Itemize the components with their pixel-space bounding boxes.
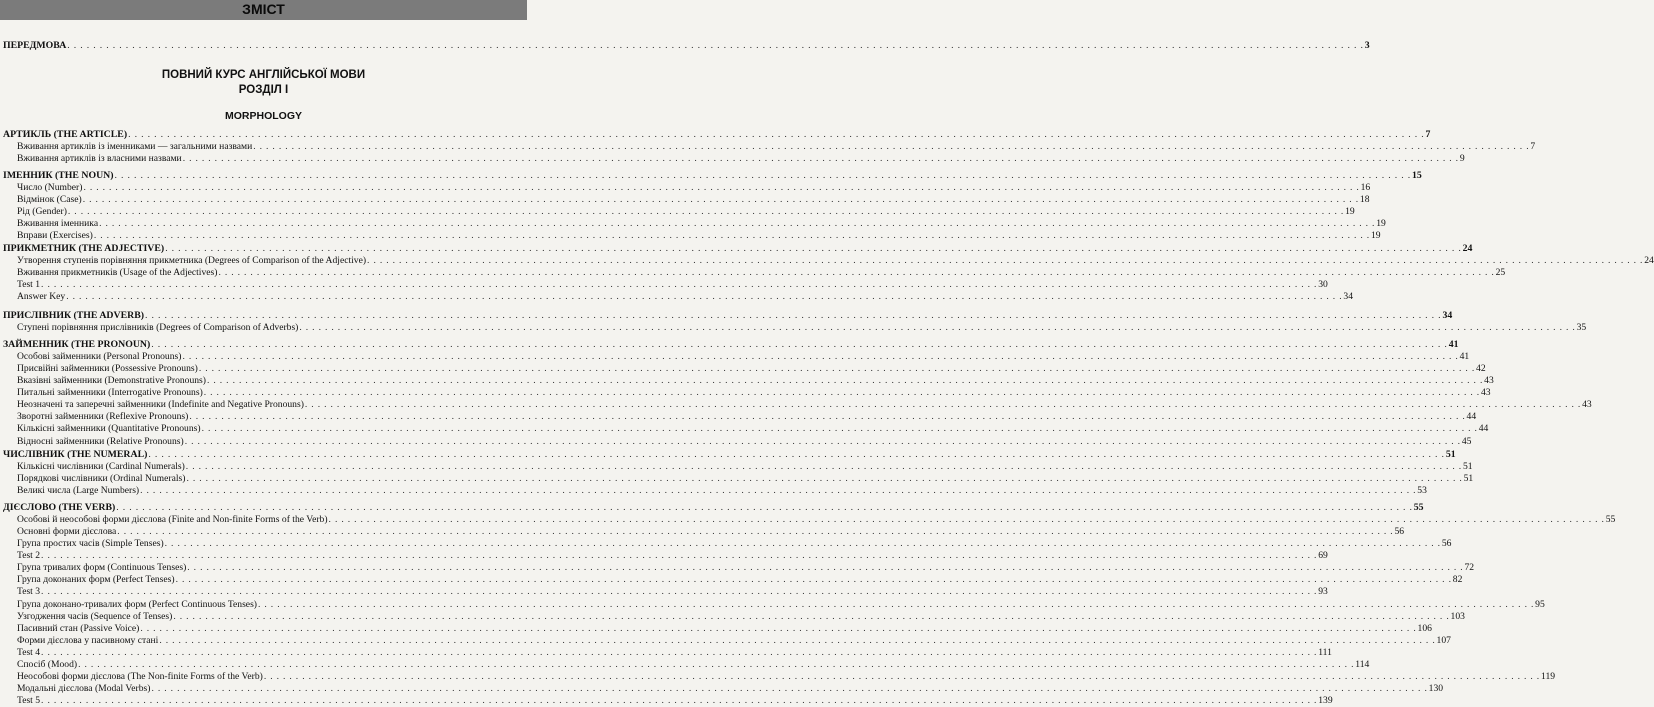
toc-entry-page: 34 — [1442, 310, 1453, 321]
toc-entry-page: 43 — [1484, 375, 1494, 387]
toc-entry-label: Test 2 — [17, 550, 41, 562]
toc-entry-label: Основні форми дієслова — [17, 526, 117, 538]
toc-entry-page: 42 — [1476, 363, 1486, 375]
toc-entry-page: 19 — [1376, 218, 1386, 230]
toc-entry-label: Модальні дієслова (Modal Verbs) — [17, 682, 151, 694]
toc-entry-page: 18 — [1359, 194, 1370, 206]
course-title: ПОВНИЙ КУРС АНГЛІЙСЬКОЇ МОВИ — [161, 69, 366, 81]
dot-leader: . . . . . . . . . . . . . . . . . . . . . . . . . . . . . . . . . . . . . . . . . . . . . . . . . . . . . . . . . . . . . . . . . . . . . . . . . . . . . . . . . . . . . . . . . . . . . . . . . . . . . . . . . . . . . . . . . . . . . . . . . . . . . . . . . . . . . . . . . . . . . . . . . . . . . . . . . . . . . . . . . . . . . . . . . . . . . . . . . . . . . . . . . . . . . . . . . . . . . . . . — [117, 526, 1394, 538]
toc-section-entry — [17, 363, 1486, 375]
toc-entry-page: 15 — [1411, 170, 1422, 181]
toc-section-entry — [17, 423, 1489, 435]
dot-leader: . . . . . . . . . . . . . . . . . . . . . . . . . . . . . . . . . . . . . . . . . . . . . . . . . . . . . . . . . . . . . . . . . . . . . . . . . . . . . . . . . . . . . . . . . . . . . . . . . . . . . . . . . . . . . . . . . . . . . . . . . . . . . . . . . . . . . . . . . . . . . . . . . . . . . . . . . . . . . . . . . . . . . . . . . . . . . . . . . . . . . . . . . . . . . . . . . . . . . . . . — [198, 363, 1476, 375]
toc-chapter-entry — [3, 170, 1422, 182]
toc-section-entry — [17, 194, 1370, 206]
dot-leader: . . . . . . . . . . . . . . . . . . . . . . . . . . . . . . . . . . . . . . . . . . . . . . . . . . . . . . . . . . . . . . . . . . . . . . . . . . . . . . . . . . . . . . . . . . . . . . . . . . . . . . . . . . . . . . . . . . . . . . . . . . . . . . . . . . . . . . . . . . . . . . . . . . . . . . . . . . . . . . . . . . . . . . . . . . . . . . . . . . . . . . . . . . . . . . . . . . . . . . . . — [114, 170, 1411, 181]
toc-entry-label: Група тривалих форм (Continuous Tenses) — [17, 562, 187, 574]
toc-entry-label: Рід (Gender) — [17, 206, 67, 218]
toc-entry-label: Зворотні займенники (Reflexive Pronouns) — [17, 411, 189, 423]
dot-leader: . . . . . . . . . . . . . . . . . . . . . . . . . . . . . . . . . . . . . . . . . . . . . . . . . . . . . . . . . . . . . . . . . . . . . . . . . . . . . . . . . . . . . . . . . . . . . . . . . . . . . . . . . . . . . . . . . . . . . . . . . . . . . . . . . . . . . . . . . . . . . . . . . . . . . . . . . . . . . . . . . . . . . . . . . . . . . . . . . . . . . . . . . . . . . . . . . . . . . . . . — [145, 310, 1442, 321]
toc-entry-page: 53 — [1417, 485, 1427, 497]
toc-section-entry — [17, 399, 1592, 411]
toc-entry-label: Великі числа (Large Numbers) — [17, 485, 140, 497]
toc-entry-page: 119 — [1541, 670, 1556, 682]
toc-section-entry — [17, 622, 1432, 635]
toc-section-entry — [17, 670, 1556, 683]
toc-section-entry — [17, 695, 1333, 707]
toc-entry-page: 95 — [1535, 598, 1545, 610]
toc-section-entry — [17, 387, 1491, 399]
toc-entry-page: 34 — [1343, 291, 1353, 303]
toc-section-entry — [17, 206, 1355, 218]
dot-leader: . . . . . . . . . . . . . . . . . . . . . . . . . . . . . . . . . . . . . . . . . . . . . . . . . . . . . . . . . . . . . . . . . . . . . . . . . . . . . . . . . . . . . . . . . . . . . . . . . . . . . . . . . . . . . . . . . . . . . . . . . . . . . . . . . . . . . . . . . . . . . . . . . . . . . . . . . . . . . . . . . . . . . . . . . . . . . . . . . . . . . . . . . . . . . . . . . . . . . . . . — [203, 387, 1480, 399]
dot-leader: . . . . . . . . . . . . . . . . . . . . . . . . . . . . . . . . . . . . . . . . . . . . . . . . . . . . . . . . . . . . . . . . . . . . . . . . . . . . . . . . . . . . . . . . . . . . . . . . . . . . . . . . . . . . . . . . . . . . . . . . . . . . . . . . . . . . . . . . . . . . . . . . . . . . . . . . . . . . . . . . . . . . . . . . . . . . . . . . . . . . . . . . . . . . . . . . . . . . . . . . — [82, 194, 1359, 206]
dot-leader: . . . . . . . . . . . . . . . . . . . . . . . . . . . . . . . . . . . . . . . . . . . . . . . . . . . . . . . . . . . . . . . . . . . . . . . . . . . . . . . . . . . . . . . . . . . . . . . . . . . . . . . . . . . . . . . . . . . . . . . . . . . . . . . . . . . . . . . . . . . . . . . . . . . . . . . . . . . . . . . . . . . . . . . . . . . . . . . . . . . . . . . . . . . . . . . . . . . . . . . . — [67, 206, 1345, 218]
dot-leader: . . . . . . . . . . . . . . . . . . . . . . . . . . . . . . . . . . . . . . . . . . . . . . . . . . . . . . . . . . . . . . . . . . . . . . . . . . . . . . . . . . . . . . . . . . . . . . . . . . . . . . . . . . . . . . . . . . . . . . . . . . . . . . . . . . . . . . . . . . . . . . . . . . . . . . . . . . . . . . . . . . . . . . . . . . . . . . . . . . . . . . . . . . . . . . . . . . . . . . . . — [78, 658, 1355, 670]
toc-entry-page: 3 — [1364, 40, 1370, 51]
dot-leader: . . . . . . . . . . . . . . . . . . . . . . . . . . . . . . . . . . . . . . . . . . . . . . . . . . . . . . . . . . . . . . . . . . . . . . . . . . . . . . . . . . . . . . . . . . . . . . . . . . . . . . . . . . . . . . . . . . . . . . . . . . . . . . . . . . . . . . . . . . . . . . . . . . . . . . . . . . . . . . . . . . . . . . . . . . . . . . . . . . . . . . . . . . . . . . . . . . . . . . . . — [83, 182, 1360, 194]
dot-leader: . . . . . . . . . . . . . . . . . . . . . . . . . . . . . . . . . . . . . . . . . . . . . . . . . . . . . . . . . . . . . . . . . . . . . . . . . . . . . . . . . . . . . . . . . . . . . . . . . . . . . . . . . . . . . . . . . . . . . . . . . . . . . . . . . . . . . . . . . . . . . . . . . . . . . . . . . . . . . . . . . . . . . . . . . . . . . . . . . . . . . . . . . . . . . . . . . . . . . . . . — [164, 538, 1441, 550]
toc-entry-label: ІМЕННИК (THE NOUN) — [3, 170, 114, 181]
dot-leader: . . . . . . . . . . . . . . . . . . . . . . . . . . . . . . . . . . . . . . . . . . . . . . . . . . . . . . . . . . . . . . . . . . . . . . . . . . . . . . . . . . . . . . . . . . . . . . . . . . . . . . . . . . . . . . . . . . . . . . . . . . . . . . . . . . . . . . . . . . . . . . . . . . . . . . . . . . . . . . . . . . . . . . . . . . . . . . . . . . . . . . . . . . . . . . . . . . . . . . . . — [41, 695, 1318, 706]
dot-leader: . . . . . . . . . . . . . . . . . . . . . . . . . . . . . . . . . . . . . . . . . . . . . . . . . . . . . . . . . . . . . . . . . . . . . . . . . . . . . . . . . . . . . . . . . . . . . . . . . . . . . . . . . . . . . . . . . . . . . . . . . . . . . . . . . . . . . . . . . . . . . . . . . . . . . . . . . . . . . . . . . . . . . . . . . . . . . . . . . . . . . . . . . . . . . . . . . . . . . . . . — [148, 449, 1445, 460]
toc-entry-label: Відносні займенники (Relative Pronouns) — [17, 435, 184, 447]
dot-leader: . . . . . . . . . . . . . . . . . . . . . . . . . . . . . . . . . . . . . . . . . . . . . . . . . . . . . . . . . . . . . . . . . . . . . . . . . . . . . . . . . . . . . . . . . . . . . . . . . . . . . . . . . . . . . . . . . . . . . . . . . . . . . . . . . . . . . . . . . . . . . . . . . . . . . . . . . . . . . . . . . . . . . . . . . . . . . . . . . . . . . . . . . . . . . . . . . . . . . . . . — [151, 339, 1448, 350]
toc-entry-page: 55 — [1605, 514, 1616, 526]
toc-entry-label: Test 4 — [17, 646, 41, 658]
toc-entry-label: ПРИКМЕТНИК (THE ADJECTIVE) — [3, 243, 165, 254]
dot-leader: . . . . . . . . . . . . . . . . . . . . . . . . . . . . . . . . . . . . . . . . . . . . . . . . . . . . . . . . . . . . . . . . . . . . . . . . . . . . . . . . . . . . . . . . . . . . . . . . . . . . . . . . . . . . . . . . . . . . . . . . . . . . . . . . . . . . . . . . . . . . . . . . . . . . . . . . . . . . . . . . . . . . . . . . . . . . . . . . . . . . . . . . . . . . . . . . . . . . . . . . — [41, 586, 1318, 598]
toc-section-entry — [17, 230, 1381, 242]
toc-entry-label: Кількісні займенники (Quantitative Pronouns) — [17, 423, 201, 435]
toc-entry-page: 41 — [1448, 339, 1459, 350]
toc-entry-label: Число (Number) — [17, 182, 83, 194]
dot-leader: . . . . . . . . . . . . . . . . . . . . . . . . . . . . . . . . . . . . . . . . . . . . . . . . . . . . . . . . . . . . . . . . . . . . . . . . . . . . . . . . . . . . . . . . . . . . . . . . . . . . . . . . . . . . . . . . . . . . . . . . . . . . . . . . . . . . . . . . . . . . . . . . . . . . . . . . . . . . . . . . . . . . . . . . . . . . . . . . . . . . . . . . . . . . . . . . . . . . . . . . — [184, 435, 1461, 447]
toc-entry-page: 35 — [1576, 322, 1587, 334]
dot-leader: . . . . . . . . . . . . . . . . . . . . . . . . . . . . . . . . . . . . . . . . . . . . . . . . . . . . . . . . . . . . . . . . . . . . . . . . . . . . . . . . . . . . . . . . . . . . . . . . . . . . . . . . . . . . . . . . . . . . . . . . . . . . . . . . . . . . . . . . . . . . . . . . . . . . . . . . . . . . . . . . . . . . . . . . . . . . . . . . . . . . . . . . . . . . . . . . . . . . . . . . — [99, 218, 1376, 230]
toc-entry-label: Порядкові числівники (Ordinal Numerals) — [17, 473, 186, 485]
toc-section-entry — [17, 267, 1506, 279]
toc-entry-label: ЗАЙМЕННИК (THE PRONOUN) — [3, 339, 151, 350]
toc-entry-label: Група простих часів (Simple Tenses) — [17, 538, 164, 550]
toc-entry-label: Вживання артиклів із іменниками — загальними назвами — [17, 141, 253, 153]
toc-entry-page: 130 — [1428, 682, 1444, 694]
toc-section-entry — [17, 435, 1472, 448]
toc-entry-page: 44 — [1466, 411, 1477, 423]
dot-leader: . . . . . . . . . . . . . . . . . . . . . . . . . . . . . . . . . . . . . . . . . . . . . . . . . . . . . . . . . . . . . . . . . . . . . . . . . . . . . . . . . . . . . . . . . . . . . . . . . . . . . . . . . . . . . . . . . . . . . . . . . . . . . . . . . . . . . . . . . . . . . . . . . . . . . . . . . . . . . . . . . . . . . . . . . . . . . . . . . . . . . . . . . . . . . . . . . . . . . . . . — [41, 550, 1318, 562]
dot-leader: . . . . . . . . . . . . . . . . . . . . . . . . . . . . . . . . . . . . . . . . . . . . . . . . . . . . . . . . . . . . . . . . . . . . . . . . . . . . . . . . . . . . . . . . . . . . . . . . . . . . . . . . . . . . . . . . . . . . . . . . . . . . . . . . . . . . . . . . . . . . . . . . . . . . . . . . . . . . . . . . . . . . . . . . . . . . . . . . . . . . . . . . . . . . . . . . . . . . . . . . — [253, 141, 1530, 153]
toc-entry-label: Форми дієслова у пасивному стані — [17, 634, 159, 646]
toc-section-entry — [17, 218, 1386, 230]
toc-entry-page: 43 — [1480, 387, 1491, 399]
toc-entry-page: 72 — [1464, 562, 1475, 574]
toc-entry-label: Вправи (Exercises) — [17, 230, 93, 242]
toc-entry-page: 24 — [1462, 243, 1473, 254]
toc-section-entry — [17, 550, 1328, 562]
toc-entry-page: 114 — [1355, 658, 1370, 670]
toc-entry-page: 19 — [1345, 206, 1355, 218]
toc-entry-label: Група доконано-тривалих форм (Perfect Continuous Tenses) — [17, 598, 257, 610]
toc-section-entry — [17, 562, 1475, 574]
toc-section-entry — [17, 682, 1444, 695]
toc-section-entry — [17, 473, 1474, 485]
toc-entry-page: 69 — [1318, 550, 1328, 562]
toc-section-entry — [17, 291, 1353, 303]
toc-entry-label: Присвійні займенники (Possessive Pronouns) — [17, 363, 198, 375]
dot-leader: . . . . . . . . . . . . . . . . . . . . . . . . . . . . . . . . . . . . . . . . . . . . . . . . . . . . . . . . . . . . . . . . . . . . . . . . . . . . . . . . . . . . . . . . . . . . . . . . . . . . . . . . . . . . . . . . . . . . . . . . . . . . . . . . . . . . . . . . . . . . . . . . . . . . . . . . . . . . . . . . . . . . . . . . . . . . . . . . . . . . . . . . . . . . . . . . . . . . . . . . — [128, 129, 1425, 140]
dot-leader: . . . . . . . . . . . . . . . . . . . . . . . . . . . . . . . . . . . . . . . . . . . . . . . . . . . . . . . . . . . . . . . . . . . . . . . . . . . . . . . . . . . . . . . . . . . . . . . . . . . . . . . . . . . . . . . . . . . . . . . . . . . . . . . . . . . . . . . . . . . . . . . . . . . . . . . . . . . . . . . . . . . . . . . . . . . . . . . . . . . . . . . . . . . . . . . . . . . . . . . . — [304, 399, 1582, 411]
toc-entry-label: Пасивний стан (Passive Voice) — [17, 622, 140, 634]
dot-leader: . . . . . . . . . . . . . . . . . . . . . . . . . . . . . . . . . . . . . . . . . . . . . . . . . . . . . . . . . . . . . . . . . . . . . . . . . . . . . . . . . . . . . . . . . . . . . . . . . . . . . . . . . . . . . . . . . . . . . . . . . . . . . . . . . . . . . . . . . . . . . . . . . . . . . . . . . . . . . . . . . . . . . . . . . . . . . . . . . . . . . . . . . . . . . . . . . . . . . . . . — [140, 485, 1417, 497]
dot-leader: . . . . . . . . . . . . . . . . . . . . . . . . . . . . . . . . . . . . . . . . . . . . . . . . . . . . . . . . . . . . . . . . . . . . . . . . . . . . . . . . . . . . . . . . . . . . . . . . . . . . . . . . . . . . . . . . . . . . . . . . . . . . . . . . . . . . . . . . . . . . . . . . . . . . . . . . . . . . . . . . . . . . . . . . . . . . . . . . . . . . . . . . . . . . . . . . . . . . . . . . — [93, 230, 1370, 242]
toc-chapter-entry — [3, 339, 1459, 351]
dot-leader: . . . . . . . . . . . . . . . . . . . . . . . . . . . . . . . . . . . . . . . . . . . . . . . . . . . . . . . . . . . . . . . . . . . . . . . . . . . . . . . . . . . . . . . . . . . . . . . . . . . . . . . . . . . . . . . . . . . . . . . . . . . . . . . . . . . . . . . . . . . . . . . . . . . . . . . . . . . . . . . . . . . . . . . . . . . . . . . . . . . . . . . . . . . . . . . . . . . . . . . . — [189, 411, 1466, 423]
toc-entry-label: ПЕРЕДМОВА — [3, 40, 67, 51]
toc-section-entry — [17, 538, 1452, 550]
dot-leader: . . . . . . . . . . . . . . . . . . . . . . . . . . . . . . . . . . . . . . . . . . . . . . . . . . . . . . . . . . . . . . . . . . . . . . . . . . . . . . . . . . . . . . . . . . . . . . . . . . . . . . . . . . . . . . . . . . . . . . . . . . . . . . . . . . . . . . . . . . . . . . . . . . . . . . . . . . . . . . . . . . . . . . . . . . . . . . . . . . . . . . . . . . . . . . . . . . . . . . . . — [185, 461, 1462, 473]
toc-section-entry — [17, 461, 1473, 473]
dot-leader: . . . . . . . . . . . . . . . . . . . . . . . . . . . . . . . . . . . . . . . . . . . . . . . . . . . . . . . . . . . . . . . . . . . . . . . . . . . . . . . . . . . . . . . . . . . . . . . . . . . . . . . . . . . . . . . . . . . . . . . . . . . . . . . . . . . . . . . . . . . . . . . . . . . . . . . . . . . . . . . . . . . . . . . . . . . . . . . . . . . . . . . . . . . . . . . . . . . . . . . . — [66, 291, 1343, 303]
toc-chapter-entry — [3, 243, 1473, 255]
toc-chapter-entry — [3, 310, 1453, 322]
toc-section-entry — [17, 514, 1616, 526]
dot-leader: . . . . . . . . . . . . . . . . . . . . . . . . . . . . . . . . . . . . . . . . . . . . . . . . . . . . . . . . . . . . . . . . . . . . . . . . . . . . . . . . . . . . . . . . . . . . . . . . . . . . . . . . . . . . . . . . . . . . . . . . . . . . . . . . . . . . . . . . . . . . . . . . . . . . . . . . . . . . . . . . . . . . . . . . . . . . . . . . . . . . . . . . . . . . . . . . . . . . . . . . — [263, 670, 1540, 682]
toc-section-entry — [17, 658, 1370, 671]
toc-entry-page: 55 — [1413, 502, 1424, 513]
dot-leader: . . . . . . . . . . . . . . . . . . . . . . . . . . . . . . . . . . . . . . . . . . . . . . . . . . . . . . . . . . . . . . . . . . . . . . . . . . . . . . . . . . . . . . . . . . . . . . . . . . . . . . . . . . . . . . . . . . . . . . . . . . . . . . . . . . . . . . . . . . . . . . . . . . . . . . . . . . . . . . . . . . . . . . . . . . . . . . . . . . . . . . . . . . . . . . . . . . . . . . . . — [165, 243, 1462, 254]
toc-entry-page: 7 — [1530, 141, 1536, 153]
toc-entry-page: 139 — [1318, 695, 1333, 706]
toc-chapter-entry — [3, 502, 1424, 514]
toc-section-entry — [17, 574, 1463, 586]
dot-leader: . . . . . . . . . . . . . . . . . . . . . . . . . . . . . . . . . . . . . . . . . . . . . . . . . . . . . . . . . . . . . . . . . . . . . . . . . . . . . . . . . . . . . . . . . . . . . . . . . . . . . . . . . . . . . . . . . . . . . . . . . . . . . . . . . . . . . . . . . . . . . . . . . . . . . . . . . . . . . . . . . . . . . . . . . . . . . . . . . . . . . . . . . . . . . . . . . . . . . . . . — [299, 322, 1576, 334]
dot-leader: . . . . . . . . . . . . . . . . . . . . . . . . . . . . . . . . . . . . . . . . . . . . . . . . . . . . . . . . . . . . . . . . . . . . . . . . . . . . . . . . . . . . . . . . . . . . . . . . . . . . . . . . . . . . . . . . . . . . . . . . . . . . . . . . . . . . . . . . . . . . . . . . . . . . . . . . . . . . . . . . . . . . . . . . . . . . . . . . . . . . . . . . . . . . . . . . . . . . . . . . — [182, 351, 1459, 363]
toc-entry-page: 25 — [1495, 267, 1506, 279]
toc-entry-label: Answer Key — [17, 291, 66, 303]
dot-leader: . . . . . . . . . . . . . . . . . . . . . . . . . . . . . . . . . . . . . . . . . . . . . . . . . . . . . . . . . . . . . . . . . . . . . . . . . . . . . . . . . . . . . . . . . . . . . . . . . . . . . . . . . . . . . . . . . . . . . . . . . . . . . . . . . . . . . . . . . . . . . . . . . . . . . . . . . . . . . . . . . . . . . . . . . . . . . . . . . . . . . . . . . . . . . . . . . . . . . . . . — [328, 514, 1605, 526]
toc-section-entry — [17, 182, 1371, 194]
toc-entry-label: Неособові форми дієслова (The Non-finite Forms of the Verb) — [17, 670, 263, 682]
page-title: ЗМІСТ — [242, 1, 285, 17]
toc-section-entry — [17, 411, 1477, 423]
dot-leader: . . . . . . . . . . . . . . . . . . . . . . . . . . . . . . . . . . . . . . . . . . . . . . . . . . . . . . . . . . . . . . . . . . . . . . . . . . . . . . . . . . . . . . . . . . . . . . . . . . . . . . . . . . . . . . . . . . . . . . . . . . . . . . . . . . . . . . . . . . . . . . . . . . . . . . . . . . . . . . . . . . . . . . . . . . . . . . . . . . . . . . . . . . . . . . . . . . . . . . . . — [67, 40, 1364, 51]
toc-entry-label: Вживання прикметників (Usage of the Adjectives) — [17, 267, 218, 279]
dot-leader: . . . . . . . . . . . . . . . . . . . . . . . . . . . . . . . . . . . . . . . . . . . . . . . . . . . . . . . . . . . . . . . . . . . . . . . . . . . . . . . . . . . . . . . . . . . . . . . . . . . . . . . . . . . . . . . . . . . . . . . . . . . . . . . . . . . . . . . . . . . . . . . . . . . . . . . . . . . . . . . . . . . . . . . . . . . . . . . . . . . . . . . . . . . . . . . . . . . . . . . . — [367, 255, 1644, 267]
toc-entry-label: Узгодження часів (Sequence of Tenses) — [17, 610, 173, 622]
dot-leader: . . . . . . . . . . . . . . . . . . . . . . . . . . . . . . . . . . . . . . . . . . . . . . . . . . . . . . . . . . . . . . . . . . . . . . . . . . . . . . . . . . . . . . . . . . . . . . . . . . . . . . . . . . . . . . . . . . . . . . . . . . . . . . . . . . . . . . . . . . . . . . . . . . . . . . . . . . . . . . . . . . . . . . . . . . . . . . . . . . . . . . . . . . . . . . . . . . . . . . . . — [206, 375, 1484, 387]
toc-section-entry — [17, 485, 1427, 497]
toc-section-entry — [17, 610, 1465, 623]
toc-entry-label: Ступені порівняння прислівників (Degrees of Comparison of Adverbs) — [17, 322, 299, 334]
dot-leader: . . . . . . . . . . . . . . . . . . . . . . . . . . . . . . . . . . . . . . . . . . . . . . . . . . . . . . . . . . . . . . . . . . . . . . . . . . . . . . . . . . . . . . . . . . . . . . . . . . . . . . . . . . . . . . . . . . . . . . . . . . . . . . . . . . . . . . . . . . . . . . . . . . . . . . . . . . . . . . . . . . . . . . . . . . . . . . . . . . . . . . . . . . . . . . . . . . . . . . . . — [159, 634, 1436, 646]
dot-leader: . . . . . . . . . . . . . . . . . . . . . . . . . . . . . . . . . . . . . . . . . . . . . . . . . . . . . . . . . . . . . . . . . . . . . . . . . . . . . . . . . . . . . . . . . . . . . . . . . . . . . . . . . . . . . . . . . . . . . . . . . . . . . . . . . . . . . . . . . . . . . . . . . . . . . . . . . . . . . . . . . . . . . . . . . . . . . . . . . . . . . . . . . . . . . . . . . . . . . . . . — [218, 267, 1495, 279]
toc-entry-label: Особові й неособові форми дієслова (Finite and Non-finite Forms of the Verb) — [17, 514, 328, 526]
toc-section-entry — [17, 375, 1494, 387]
toc-entry-label: Вживання іменника — [17, 218, 99, 230]
toc-entry-label: ДІЄСЛОВО (THE VERB) — [3, 502, 116, 513]
toc-entry-page: 82 — [1452, 574, 1463, 586]
toc-entry-preface — [3, 40, 1370, 52]
toc-entry-page: 51 — [1463, 473, 1474, 485]
dot-leader: . . . . . . . . . . . . . . . . . . . . . . . . . . . . . . . . . . . . . . . . . . . . . . . . . . . . . . . . . . . . . . . . . . . . . . . . . . . . . . . . . . . . . . . . . . . . . . . . . . . . . . . . . . . . . . . . . . . . . . . . . . . . . . . . . . . . . . . . . . . . . . . . . . . . . . . . . . . . . . . . . . . . . . . . . . . . . . . . . . . . . . . . . . . . . . . . . . . . . . . . — [116, 502, 1413, 513]
toc-entry-label: Утворення ступенів порівняння прикметника (Degrees of Comparison of the Adjective) — [17, 255, 367, 267]
toc-section-entry — [17, 279, 1328, 291]
toc-entry-label: Test 3 — [17, 586, 41, 598]
section-title: РОЗДІЛ І — [238, 84, 289, 96]
toc-entry-page: 7 — [1425, 129, 1431, 140]
toc-section-entry — [17, 646, 1332, 659]
toc-entry-label: Питальні займенники (Interrogative Pronouns) — [17, 387, 203, 399]
dot-leader: . . . . . . . . . . . . . . . . . . . . . . . . . . . . . . . . . . . . . . . . . . . . . . . . . . . . . . . . . . . . . . . . . . . . . . . . . . . . . . . . . . . . . . . . . . . . . . . . . . . . . . . . . . . . . . . . . . . . . . . . . . . . . . . . . . . . . . . . . . . . . . . . . . . . . . . . . . . . . . . . . . . . . . . . . . . . . . . . . . . . . . . . . . . . . . . . . . . . . . . . — [140, 622, 1417, 634]
toc-entry-page: 56 — [1394, 526, 1405, 538]
toc-entry-label: Спосіб (Mood) — [17, 658, 78, 670]
toc-chapter-entry — [3, 129, 1431, 141]
toc-section-entry — [17, 255, 1654, 267]
toc-chapter-entry — [3, 449, 1456, 461]
toc-entry-label: Кількісні числівники (Cardinal Numerals) — [17, 461, 185, 473]
toc-entry-label: Test 1 — [17, 279, 41, 291]
toc-entry-page: 19 — [1370, 230, 1381, 242]
toc-entry-label: Неозначені та заперечні займенники (Indefinite and Negative Pronouns) — [17, 399, 304, 411]
toc-entry-page: 107 — [1436, 634, 1451, 646]
toc-entry-label: Відмінок (Case) — [17, 194, 82, 206]
toc-section-entry — [17, 634, 1451, 647]
dot-leader: . . . . . . . . . . . . . . . . . . . . . . . . . . . . . . . . . . . . . . . . . . . . . . . . . . . . . . . . . . . . . . . . . . . . . . . . . . . . . . . . . . . . . . . . . . . . . . . . . . . . . . . . . . . . . . . . . . . . . . . . . . . . . . . . . . . . . . . . . . . . . . . . . . . . . . . . . . . . . . . . . . . . . . . . . . . . . . . . . . . . . . . . . . . . . . . . . . . . . . . . — [258, 598, 1535, 610]
dot-leader: . . . . . . . . . . . . . . . . . . . . . . . . . . . . . . . . . . . . . . . . . . . . . . . . . . . . . . . . . . . . . . . . . . . . . . . . . . . . . . . . . . . . . . . . . . . . . . . . . . . . . . . . . . . . . . . . . . . . . . . . . . . . . . . . . . . . . . . . . . . . . . . . . . . . . . . . . . . . . . . . . . . . . . . . . . . . . . . . . . . . . . . . . . . . . . . . . . . . . . . . — [173, 610, 1450, 622]
toc-entry-label: ЧИСЛІВНИК (THE NUMERAL) — [3, 449, 148, 460]
toc-entry-page: 41 — [1459, 351, 1470, 363]
toc-entry-page: 106 — [1417, 622, 1432, 634]
toc-entry-label: ПРИСЛІВНИК (THE ADVERB) — [3, 310, 144, 321]
toc-section-entry — [17, 586, 1328, 598]
header-bar — [0, 0, 527, 20]
dot-leader: . . . . . . . . . . . . . . . . . . . . . . . . . . . . . . . . . . . . . . . . . . . . . . . . . . . . . . . . . . . . . . . . . . . . . . . . . . . . . . . . . . . . . . . . . . . . . . . . . . . . . . . . . . . . . . . . . . . . . . . . . . . . . . . . . . . . . . . . . . . . . . . . . . . . . . . . . . . . . . . . . . . . . . . . . . . . . . . . . . . . . . . . . . . . . . . . . . . . . . . . — [201, 423, 1478, 435]
toc-entry-page: 51 — [1445, 449, 1456, 460]
toc-section-entry — [17, 153, 1465, 165]
dot-leader: . . . . . . . . . . . . . . . . . . . . . . . . . . . . . . . . . . . . . . . . . . . . . . . . . . . . . . . . . . . . . . . . . . . . . . . . . . . . . . . . . . . . . . . . . . . . . . . . . . . . . . . . . . . . . . . . . . . . . . . . . . . . . . . . . . . . . . . . . . . . . . . . . . . . . . . . . . . . . . . . . . . . . . . . . . . . . . . . . . . . . . . . . . . . . . . . . . . . . . . . — [186, 473, 1463, 485]
toc-entry-page: 103 — [1450, 610, 1465, 622]
part-title: MORPHOLOGY — [224, 110, 302, 122]
dot-leader: . . . . . . . . . . . . . . . . . . . . . . . . . . . . . . . . . . . . . . . . . . . . . . . . . . . . . . . . . . . . . . . . . . . . . . . . . . . . . . . . . . . . . . . . . . . . . . . . . . . . . . . . . . . . . . . . . . . . . . . . . . . . . . . . . . . . . . . . . . . . . . . . . . . . . . . . . . . . . . . . . . . . . . . . . . . . . . . . . . . . . . . . . . . . . . . . . . . . . . . . — [175, 574, 1452, 586]
dot-leader: . . . . . . . . . . . . . . . . . . . . . . . . . . . . . . . . . . . . . . . . . . . . . . . . . . . . . . . . . . . . . . . . . . . . . . . . . . . . . . . . . . . . . . . . . . . . . . . . . . . . . . . . . . . . . . . . . . . . . . . . . . . . . . . . . . . . . . . . . . . . . . . . . . . . . . . . . . . . . . . . . . . . . . . . . . . . . . . . . . . . . . . . . . . . . . . . . . . . . . . . — [151, 682, 1428, 694]
toc-section-entry — [17, 351, 1470, 363]
toc-entry-page: 44 — [1478, 423, 1489, 435]
toc-entry-page: 24 — [1644, 255, 1654, 267]
toc-entry-page: 16 — [1360, 182, 1371, 194]
toc-entry-page: 9 — [1459, 153, 1465, 165]
toc-entry-label: Особові займенники (Personal Pronouns) — [17, 351, 182, 363]
dot-leader: . . . . . . . . . . . . . . . . . . . . . . . . . . . . . . . . . . . . . . . . . . . . . . . . . . . . . . . . . . . . . . . . . . . . . . . . . . . . . . . . . . . . . . . . . . . . . . . . . . . . . . . . . . . . . . . . . . . . . . . . . . . . . . . . . . . . . . . . . . . . . . . . . . . . . . . . . . . . . . . . . . . . . . . . . . . . . . . . . . . . . . . . . . . . . . . . . . . . . . . . — [182, 153, 1459, 165]
toc-entry-page: 51 — [1462, 461, 1473, 473]
toc-entry-page: 43 — [1582, 399, 1592, 411]
dot-leader: . . . . . . . . . . . . . . . . . . . . . . . . . . . . . . . . . . . . . . . . . . . . . . . . . . . . . . . . . . . . . . . . . . . . . . . . . . . . . . . . . . . . . . . . . . . . . . . . . . . . . . . . . . . . . . . . . . . . . . . . . . . . . . . . . . . . . . . . . . . . . . . . . . . . . . . . . . . . . . . . . . . . . . . . . . . . . . . . . . . . . . . . . . . . . . . . . . . . . . . . — [41, 279, 1318, 291]
toc-entry-label: АРТИКЛЬ (THE ARTICLE) — [3, 129, 128, 140]
toc-entry-label: Test 5 — [17, 695, 41, 706]
toc-entry-label: Група доконаних форм (Perfect Tenses) — [17, 574, 175, 586]
toc-section-entry — [17, 322, 1587, 334]
dot-leader: . . . . . . . . . . . . . . . . . . . . . . . . . . . . . . . . . . . . . . . . . . . . . . . . . . . . . . . . . . . . . . . . . . . . . . . . . . . . . . . . . . . . . . . . . . . . . . . . . . . . . . . . . . . . . . . . . . . . . . . . . . . . . . . . . . . . . . . . . . . . . . . . . . . . . . . . . . . . . . . . . . . . . . . . . . . . . . . . . . . . . . . . . . . . . . . . . . . . . . . . — [187, 562, 1464, 574]
toc-section-entry — [17, 598, 1545, 611]
dot-leader: . . . . . . . . . . . . . . . . . . . . . . . . . . . . . . . . . . . . . . . . . . . . . . . . . . . . . . . . . . . . . . . . . . . . . . . . . . . . . . . . . . . . . . . . . . . . . . . . . . . . . . . . . . . . . . . . . . . . . . . . . . . . . . . . . . . . . . . . . . . . . . . . . . . . . . . . . . . . . . . . . . . . . . . . . . . . . . . . . . . . . . . . . . . . . . . . . . . . . . . . — [41, 646, 1318, 658]
toc-entry-page: 56 — [1441, 538, 1452, 550]
toc-entry-label: Вживання артиклів із власними назвами — [17, 153, 182, 165]
toc-section-entry — [17, 526, 1405, 538]
toc-entry-page: 93 — [1318, 586, 1328, 598]
toc-entry-page: 111 — [1318, 646, 1332, 658]
toc-entry-page: 45 — [1461, 435, 1472, 447]
toc-entry-page: 30 — [1318, 279, 1328, 291]
toc-entry-label: Вказівні займенники (Demonstrative Pronouns) — [17, 375, 206, 387]
toc-section-entry — [17, 141, 1536, 153]
